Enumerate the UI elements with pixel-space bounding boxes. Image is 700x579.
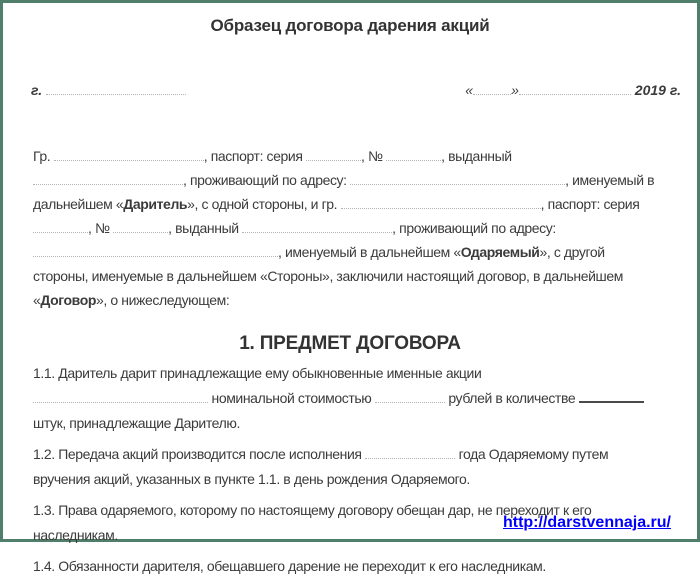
section-heading: 1. ПРЕДМЕТ ДОГОВОРА <box>239 333 461 354</box>
blank-field <box>33 219 88 233</box>
blank-field <box>242 219 392 233</box>
bold-term: Договор <box>40 292 97 308</box>
document-title: Образец договора дарения акций <box>210 16 490 35</box>
bold-term: Одаряемый <box>460 244 540 260</box>
blank-field <box>33 389 208 403</box>
blank-field <box>350 171 565 185</box>
bold-term: г. <box>31 82 47 98</box>
clause-1-3: 1.3. Права одаряемого, которому по настоящему договору обещан дар, не переходит к его наследникам. <box>33 502 592 543</box>
blank-field <box>519 81 631 95</box>
blank-field <box>375 389 445 403</box>
blank-field <box>33 171 183 185</box>
source-link[interactable]: http://darstvennaja.ru/ <box>502 514 671 531</box>
date-line: « » 2019 г. <box>465 82 681 98</box>
blank-field <box>473 81 511 95</box>
intro-paragraph: Гр. , паспорт: серия , № , выданный , проживающий по адресу: , именуемый в дальнейшем «Даритель», с одной стороны, и гр. , паспорт: серия , № , выданный , проживающий по адресу: , именуемый в дальнейшем «Одаряемый», с другой стороны, именуемые в дальнейшем «Стороны», заключили настоящий договор, в дальнейшем «Договор», о нижеследующем: <box>33 148 655 308</box>
blank-field <box>365 445 455 459</box>
blank-field <box>386 147 441 161</box>
blank-field <box>341 195 541 209</box>
blank-field <box>579 389 644 403</box>
clause-1-2: 1.2. Передача акций производится после исполнения года Одаряемому путем вручения акций, указанных в пункте 1.1. в день рождения Одаряемого. <box>33 446 609 487</box>
clause-1-1: 1.1. Даритель дарит принадлежащие ему обыкновенные именные акции номинальной стоимостью рублей в количестве штук, принадлежащие Дарителю. <box>3 361 697 436</box>
bold-term: Даритель <box>123 196 188 212</box>
city-line <box>31 81 186 98</box>
date-row <box>31 81 681 98</box>
blank-field <box>54 147 204 161</box>
blank-field <box>113 219 168 233</box>
blank-field <box>33 243 278 257</box>
blank-field <box>306 147 361 161</box>
clause-1-4: 1.4. Обязанности дарителя, обещавшего дарение не переходит к его наследникам. <box>33 558 546 574</box>
blank-field <box>46 81 186 95</box>
bold-term: 2019 г. <box>634 82 681 98</box>
